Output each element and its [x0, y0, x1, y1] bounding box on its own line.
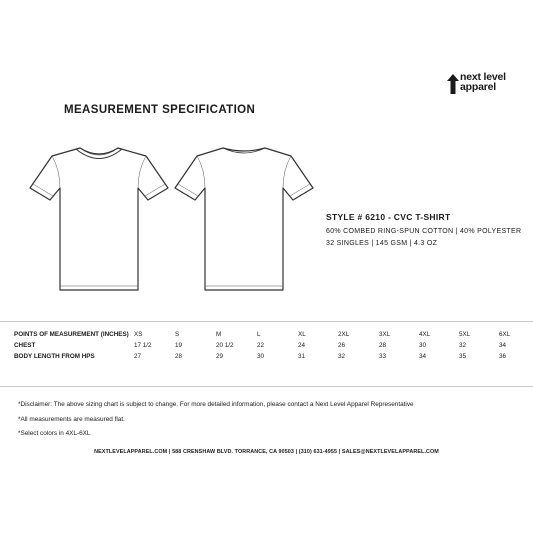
disclaimer-note: *Disclaimer: The above sizing chart is subject to change. For more detailed information, please contact a Next Level Apparel Representative: [18, 401, 414, 408]
table-cell: 32: [459, 342, 467, 349]
table-cell: 34: [419, 353, 427, 360]
footer-contact: NEXTLEVELAPPAREL.COM | 588 CRENSHAW BLVD. TORRANCE, CA 90503 | (310) 631-4955 | SALES@NEXTLEVELAPPAREL.COM: [94, 449, 439, 455]
brand-name-line2: apparel: [460, 81, 496, 93]
size-header: XS: [134, 331, 143, 338]
table-cell: 34: [499, 342, 507, 349]
table-cell: 17 1/2: [134, 342, 152, 349]
size-header: XL: [298, 331, 306, 338]
brand-logo: [447, 72, 515, 98]
row-label: CHEST: [14, 342, 36, 349]
select-colors-note: *Select colors in 4XL-6XL: [18, 430, 91, 437]
table-cell: 26: [338, 342, 346, 349]
style-details: [326, 212, 521, 252]
table-cell: 32: [338, 353, 346, 360]
table-cell: 24: [298, 342, 306, 349]
table-cell: 22: [257, 342, 265, 349]
table-cell: 35: [459, 353, 467, 360]
table-cell: 28: [379, 342, 387, 349]
size-header: 2XL: [338, 331, 350, 338]
size-header: 6XL: [499, 331, 511, 338]
table-cell: 29: [216, 353, 224, 360]
table-cell: 27: [134, 353, 142, 360]
style-title: STYLE # 6210 - CVC T-SHIRT: [326, 212, 451, 222]
brand-name: [460, 72, 506, 92]
page-title: MEASUREMENT SPECIFICATION: [64, 104, 256, 116]
row-label: BODY LENGTH FROM HPS: [14, 353, 95, 360]
divider-top: [0, 321, 533, 322]
style-specs: 32 SINGLES | 145 GSM | 4.3 OZ: [326, 240, 438, 247]
table-cell: 30: [419, 342, 427, 349]
arrow-up-icon: [447, 74, 459, 94]
size-header: 4XL: [419, 331, 431, 338]
divider-bottom: [0, 386, 533, 387]
brand-name-line1: next level: [460, 71, 506, 83]
table-cell: 28: [175, 353, 183, 360]
size-header: 3XL: [379, 331, 391, 338]
size-header: 5XL: [459, 331, 471, 338]
table-cell: 30: [257, 353, 265, 360]
style-fabric: 60% COMBED RING-SPUN COTTON | 40% POLYESTER: [326, 228, 522, 235]
table-cell: 33: [379, 353, 387, 360]
size-header: S: [175, 331, 180, 338]
measured-flat-note: *All measurements are measured flat.: [18, 416, 125, 423]
table-cell: 31: [298, 353, 306, 360]
size-header: L: [257, 331, 261, 338]
table-cell: 19: [175, 342, 183, 349]
tshirt-front-illustration: [24, 140, 174, 295]
table-cell: 20 1/2: [216, 342, 234, 349]
table-header-label: POINTS OF MEASUREMENT (INCHES): [14, 331, 129, 338]
size-header: M: [216, 331, 222, 338]
tshirt-back-illustration: [169, 140, 319, 295]
table-cell: 36: [499, 353, 507, 360]
